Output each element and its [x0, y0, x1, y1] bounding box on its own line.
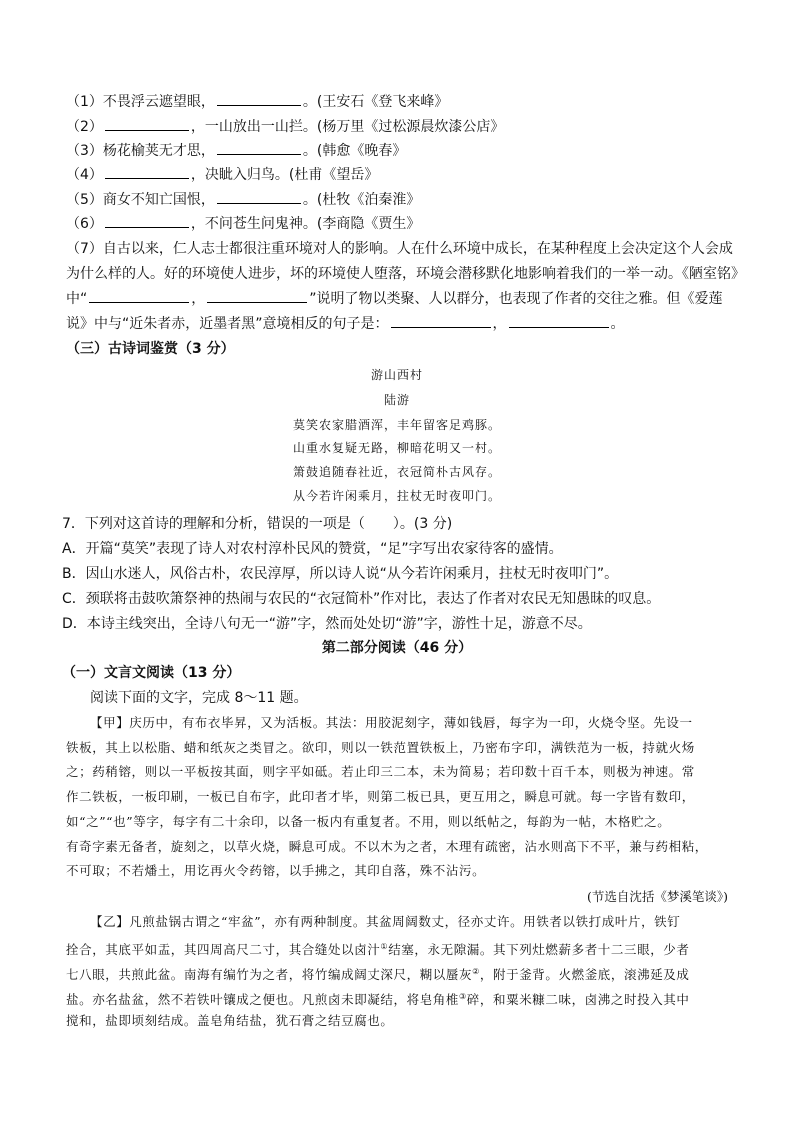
section-heading-classical: （一）文言文阅读（13 分）: [62, 665, 241, 681]
answer-blank[interactable]: [217, 93, 301, 106]
fill-question-4: （4） ，决眦入归鸟。(杜甫《望岳》: [66, 167, 379, 183]
answer-blank[interactable]: [217, 191, 301, 204]
option-b[interactable]: B．因山水迷人，风俗古朴，农民淳厚，所以诗人说“从今若许闲乘月，拄杖无时夜叩门”。: [62, 566, 619, 582]
passage-yi-line: 拴合，其底平如盂，其四周高尺二寸，其合缝处以卤汁①结塞，永无隙漏。其下列灶燃薪多者十二三眼，少者: [66, 942, 690, 958]
passage-yi-line: 七八眼，共煎此盆。南海有编竹为之者，将竹编成阔丈深尺，糊以蜃灰②，附于釜背。火燃釜底，滚沸延及成: [66, 967, 690, 983]
option-a[interactable]: A．开篇“莫笑”表现了诗人对农村淳朴民风的赞赏，“足”字写出农家待客的盛情。: [62, 541, 563, 557]
passage-yi-line: 搅和，盐即顷刻结成。盖皂角结盐，犹石膏之结豆腐也。: [66, 1013, 394, 1028]
fill-question-1: （1）不畏浮云遮望眼， 。(王安石《登飞来峰》: [66, 94, 449, 110]
fill-question-6: （6） ，不问苍生问鬼神。(李商隐《贾生》: [66, 216, 421, 232]
answer-blank[interactable]: [105, 166, 189, 179]
reading-instructions: 阅读下面的文字，完成 8～11 题。: [90, 690, 308, 706]
passage-jia-line: 作二铁板，一板印刷，一板已自布字，此印者才毕，则第二板已具，更互用之，瞬息可就。每一字皆有数印，: [66, 789, 695, 804]
passage-yi-line: 盐。亦名盐盆，然不若铁叶镶成之便也。凡煎卤未即凝结，将皂角椎③碎，和粟米糠二味，卤沸之时投入其中: [66, 992, 690, 1008]
passage-jia-line: 不可取；不若燔土，用讫再火令药镕，以手拂之，其印自落，殊不沾污。: [66, 863, 486, 878]
poem-line: 山重水复疑无路，柳暗花明又一村。: [292, 441, 501, 455]
poem-line: 箫鼓追随春社近，衣冠简朴古风存。: [292, 465, 501, 479]
section-heading-poetry: （三）古诗词鉴赏（3 分）: [66, 341, 235, 357]
footnote-marker: ①: [380, 942, 389, 951]
passage-yi-line: 【乙】凡煎盐锅古谓之“牢盆”，亦有两种制度。其盆周阔数丈，径亦丈许。用铁者以铁打成叶片，铁钉: [90, 914, 681, 929]
fill-question-2: （2） ，一山放出一山拦。(杨万里《过松源晨炊漆公店》: [66, 119, 505, 135]
poem-author: 陆游: [383, 393, 410, 407]
fill-question-7-line2: 为什么样的人。好的环境使人进步，坏的环境使人堕落，环境会潜移默化地影响着我们的一举一动。《陋室铭》: [66, 266, 745, 282]
part-2-heading: 第二部分阅读（46 分）: [321, 640, 473, 656]
answer-blank[interactable]: [105, 118, 189, 131]
poem-line: 从今若许闲乘月，拄杖无时夜叩门。: [292, 489, 501, 503]
fill-question-5: （5）商女不知亡国恨， 。(杜牧《泊秦淮》: [66, 192, 421, 208]
passage-jia-line: 如“之”“也”等字，每字有二十余印，以备一板内有重复者。不用，则以纸帖之，每韵为一帖，木格贮之。: [66, 814, 671, 829]
footnote-marker: ③: [459, 992, 467, 1001]
fill-question-3: （3）杨花榆荚无才思， 。(韩愈《晚春》: [66, 143, 407, 159]
answer-blank[interactable]: [89, 290, 189, 303]
answer-blank[interactable]: [509, 315, 609, 328]
passage-jia-line: 【甲】庆历中，有布衣毕昇，又为活板。其法：用胶泥刻字，薄如钱唇，每字为一印，火烧令坚。先设一: [90, 715, 693, 730]
poem-title: 游山西村: [370, 368, 423, 382]
option-d[interactable]: D．本诗主线突出，全诗八句无一“游”字，然而处处切“游”字，游性十足，游意不尽。: [62, 616, 592, 632]
answer-blank[interactable]: [105, 215, 189, 228]
fill-question-7-line3: 中“ ， ”说明了物以类聚、人以群分，也表现了作者的交往之雅。但《爱莲: [66, 291, 723, 307]
passage-jia-line: 铁板，其上以松脂、蜡和纸灰之类冒之。欲印，则以一铁范置铁板上，乃密布字印，满铁范为一板，持就火炀: [66, 740, 695, 755]
poem-line: 莫笑农家腊酒浑，丰年留客足鸡豚。: [292, 418, 501, 432]
passage-jia-line: 有奇字素无备者，旋刻之，以草火烧，瞬息可成。不以木为之者，木理有疏密，沾水则高下不平，兼与药相粘，: [66, 839, 708, 854]
fill-question-7-line1: （7）自古以来，仁人志士都很注重环境对人的影响。人在什么环境中成长，在某种程度上会决定这个人会成: [66, 241, 733, 257]
answer-blank[interactable]: [391, 315, 491, 328]
passage-jia-line: 之；药稍镕，则以一平板按其面，则字平如砥。若止印三二本，未为简易；若印数十百千本，则极为神速。常: [66, 764, 695, 779]
question-7-stem: 7．下列对这首诗的理解和分析，错误的一项是（ ）。(3 分): [62, 516, 453, 532]
option-c[interactable]: C．颈联将击鼓吹箫祭神的热闹与农民的“衣冠简朴”作对比，表达了作者对农民无知愚昧的叹息。: [62, 591, 661, 607]
answer-blank[interactable]: [207, 290, 307, 303]
footnote-marker: ②: [472, 967, 480, 976]
passage-jia-source: (节选自沈括《梦溪笔谈》): [586, 889, 728, 904]
answer-blank[interactable]: [217, 142, 301, 155]
fill-question-7-line4: 说》中与“近朱者赤，近墨者黑”意境相反的句子是： ， 。: [66, 316, 625, 332]
